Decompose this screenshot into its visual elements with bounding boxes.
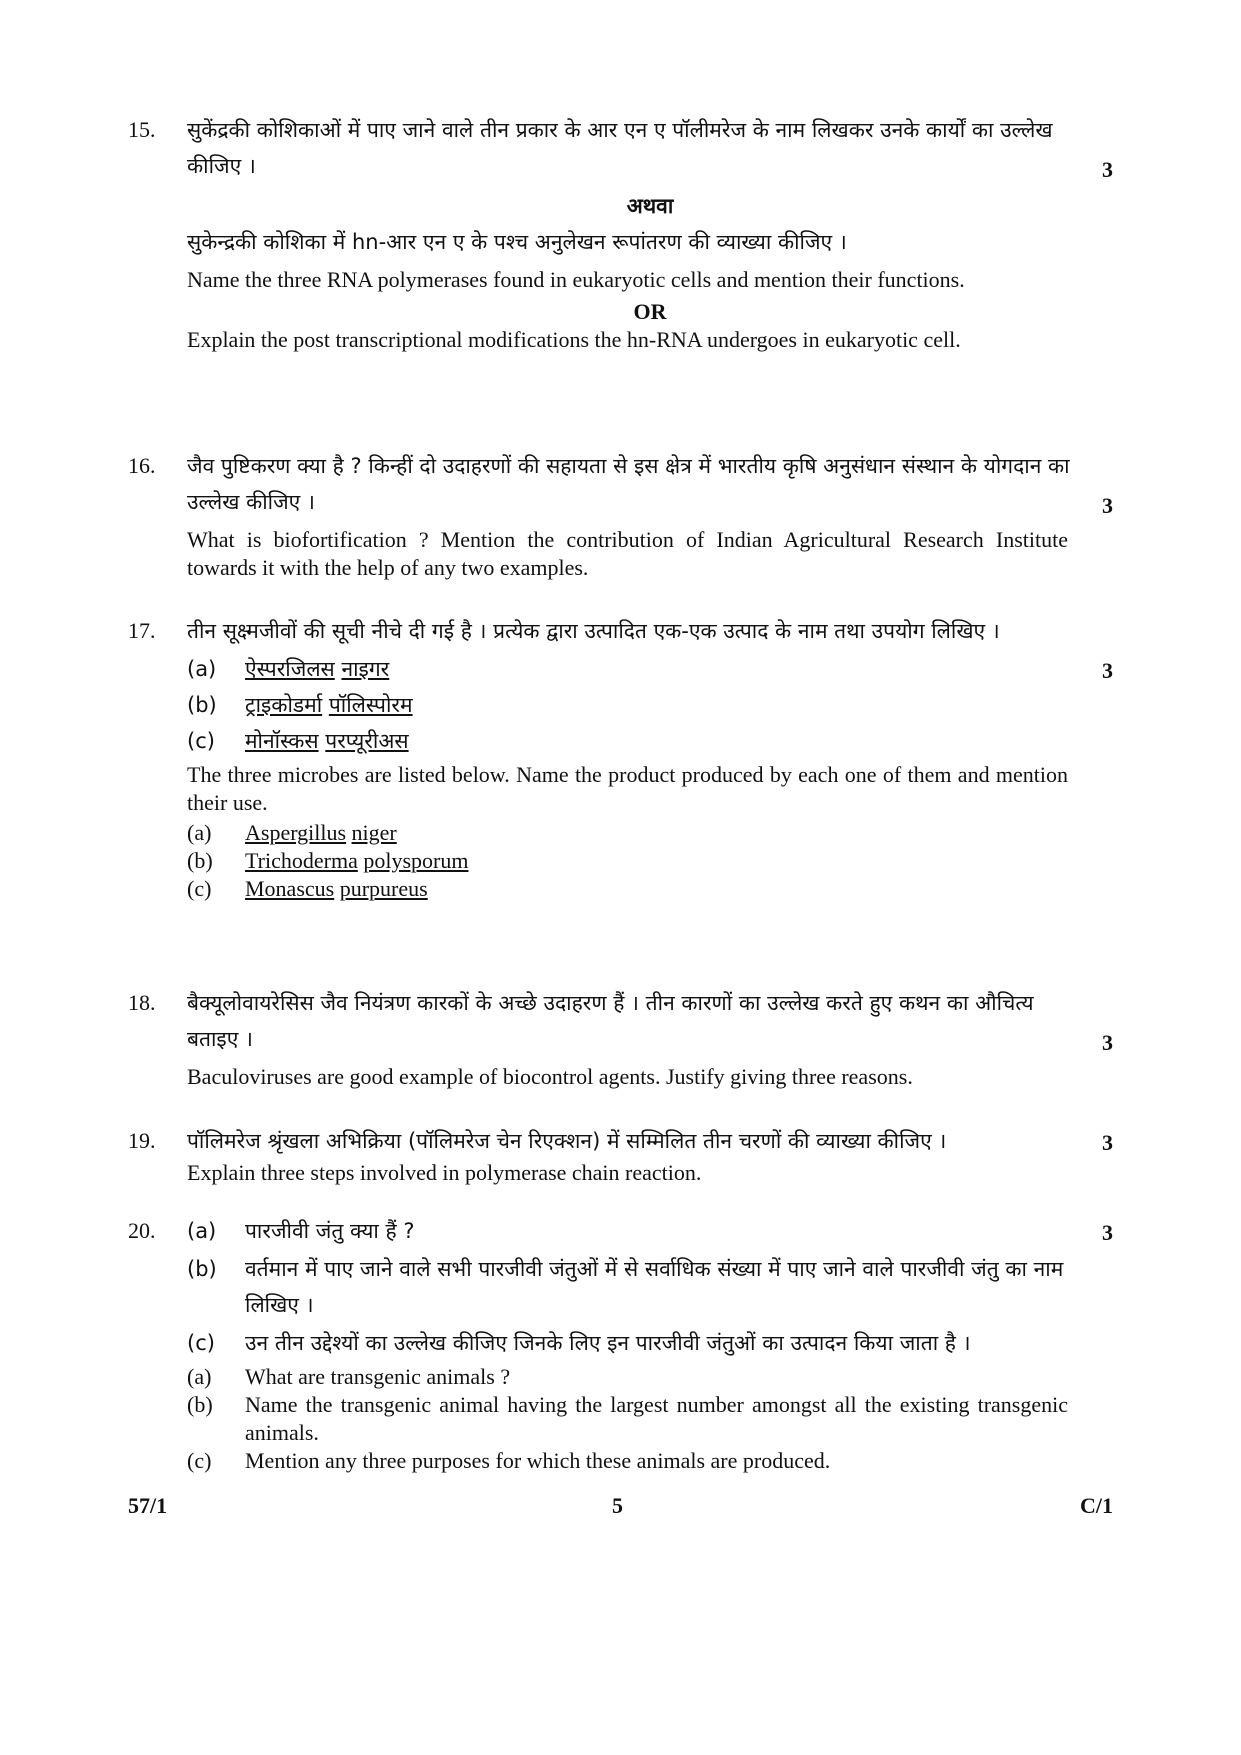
genus-name: ट्राइकोडर्मा: [245, 693, 323, 717]
species-name: पॉलिस्पोरम: [328, 693, 413, 717]
question-number: 15.: [128, 117, 156, 142]
item-label: (b): [187, 848, 213, 873]
question-text-english: The three microbes are listed below. Name the product produced by each one of them and mention their use.: [187, 762, 1068, 815]
genus-name: मोनॉस्कस: [245, 729, 319, 753]
question-text-hindi: सुकेंद्रकी कोशिकाओं में पाए जाने वाले तीन प्रकार के आर एन ए पॉलीमरेज के नाम लिखकर उनके कार्यों का उल्लेख कीजिए ।: [187, 118, 1053, 178]
marks: 3: [1102, 1130, 1113, 1155]
item-label: (c): [187, 1448, 212, 1473]
or-separator-hindi: अथवा: [626, 194, 674, 218]
marks: 3: [1102, 1030, 1113, 1055]
species-name: purpureus: [339, 876, 428, 901]
item-label: (b): [187, 1392, 213, 1417]
item-label: (b): [187, 1257, 217, 1281]
list-item: [187, 1251, 1113, 1323]
list-item: [187, 875, 1113, 903]
list-item: [187, 1213, 1113, 1249]
item-label: (a): [187, 820, 212, 845]
item-label: (c): [187, 729, 215, 753]
genus-name: Trichoderma: [245, 848, 358, 873]
item-text: वर्तमान में पाए जाने वाले सभी पारजीवी जंतुओं में से सर्वाधिक संख्या में पाए जाने वाले पारजीवी जंतु का नाम लिखिए ।: [245, 1257, 1064, 1317]
or-separator-english: OR: [633, 299, 667, 324]
alternative-text-english: Explain the post transcriptional modifications the hn-RNA undergoes in eukaryotic cell.: [187, 326, 961, 352]
question-text-hindi: पॉलिमरेज श्रृंखला अभिक्रिया (पॉलिमरेज चेन रिएक्शन) में सम्मिलित तीन चरणों की व्याख्या कीजिए ।: [187, 1129, 947, 1153]
item-text: उन तीन उद्देश्यों का उल्लेख कीजिए जिनके लिए इन पारजीवी जंतुओं का उत्पादन किया जाता है ।: [245, 1331, 971, 1355]
question-text-hindi: तीन सूक्ष्मजीवों की सूची नीचे दी गई है । प्रत्येक द्वारा उत्पादित एक-एक उत्पाद के नाम तथा उपयोग लिखिए ।: [187, 619, 1000, 643]
page-number: 5: [612, 1493, 623, 1518]
question-text-english: Name the three RNA polymerases found in eukaryotic cells and mention their functions.: [187, 267, 965, 292]
list-item: [187, 1447, 1113, 1475]
question-number: 19.: [128, 1128, 156, 1153]
list-item: [187, 847, 1113, 875]
species-name: niger: [351, 820, 397, 845]
item-text: Name the transgenic animal having the largest number amongst all the existing transgenic animals.: [245, 1392, 1068, 1445]
marks: 3: [1102, 658, 1113, 683]
item-text: पारजीवी जंतु क्या हैं ?: [245, 1219, 415, 1243]
question-text-english: Baculoviruses are good example of biocontrol agents. Justify giving three reasons.: [187, 1064, 913, 1089]
marks: 3: [1102, 493, 1113, 518]
item-text: What are transgenic animals ?: [245, 1364, 511, 1389]
genus-name: Monascus: [245, 876, 335, 901]
question-number: 17.: [128, 618, 156, 643]
species-name: परप्यूरीअस: [325, 729, 409, 753]
genus-name: Aspergillus: [245, 820, 347, 845]
list-item: [187, 1325, 1113, 1361]
alternative-text-hindi: सुकेन्द्रकी कोशिका में hn-आर एन ए के पश्च अनुलेखन रूपांतरण की व्याख्या कीजिए ।: [187, 230, 847, 254]
item-label: (b): [187, 693, 217, 717]
item-text: Mention any three purposes for which these animals are produced.: [245, 1448, 831, 1473]
question-number: 18.: [128, 990, 156, 1015]
question-text-english: Explain three steps involved in polymerase chain reaction.: [187, 1160, 702, 1185]
item-label: (a): [187, 1364, 212, 1389]
set-code: C/1: [1080, 1493, 1113, 1518]
item-label: (a): [187, 1219, 217, 1243]
question-text-hindi: बैक्यूलोवायरेसिस जैव नियंत्रण कारकों के अच्छे उदाहरण हैं । तीन कारणों का उल्लेख करते हुए कथन का औचित्य बताइए ।: [187, 991, 1034, 1051]
paper-code: 57/1: [128, 1493, 168, 1518]
list-item: [187, 1391, 1113, 1447]
list-item: [187, 723, 1113, 759]
list-item: [187, 819, 1113, 847]
species-name: नाइगर: [341, 657, 390, 681]
species-name: polysporum: [363, 848, 469, 873]
list-item: [187, 651, 1113, 687]
marks: 3: [1102, 1220, 1113, 1245]
question-number: 20.: [128, 1218, 156, 1243]
item-label: (c): [187, 1331, 215, 1355]
question-text-hindi: जैव पुष्टिकरण क्या है ? किन्हीं दो उदाहरणों की सहायता से इस क्षेत्र में भारतीय कृषि अनुसंधान संस्थान के योगदान का उल्लेख कीजिए ।: [187, 454, 1070, 514]
question-number: 16.: [128, 453, 156, 478]
question-text-english: What is biofortification ? Mention the contribution of Indian Agricultural Research Institute towards it with the help of any two examples.: [187, 527, 1068, 580]
item-label: (a): [187, 657, 217, 681]
item-label: (c): [187, 876, 212, 901]
marks: 3: [1102, 157, 1113, 182]
list-item: [187, 687, 1113, 723]
genus-name: ऐस्परजिलस: [245, 657, 335, 681]
list-item: [187, 1363, 1113, 1391]
